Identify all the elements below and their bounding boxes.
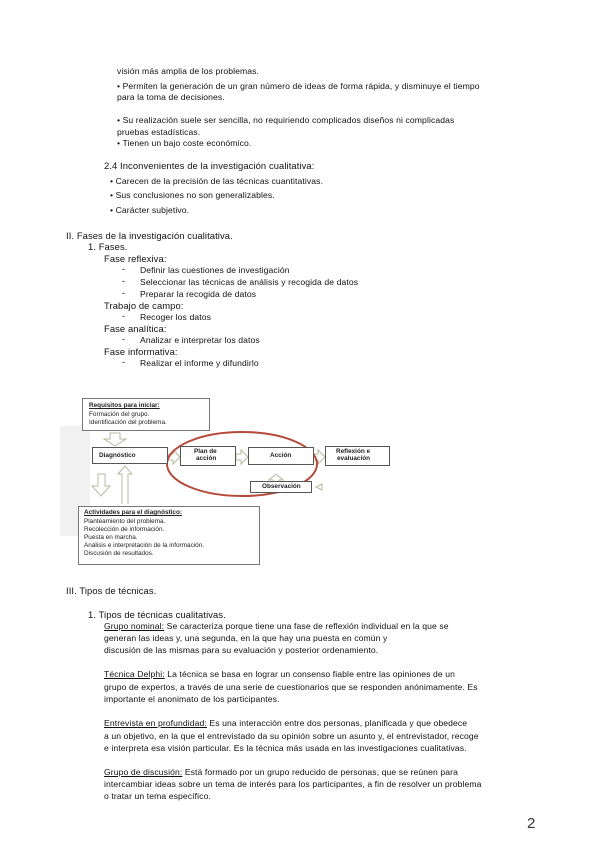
phase-step: Definir las cuestiones de investigación xyxy=(140,265,290,275)
phase-step: Realizar el informe y difundirlo xyxy=(140,358,259,368)
technique-paragraph xyxy=(104,718,467,728)
arrow-left-icon xyxy=(316,484,322,490)
technique-text: Está formado por un grupo reducido de personas, que se reúnen para xyxy=(182,767,459,777)
reflexion-box xyxy=(325,446,390,466)
arrow-right-icon xyxy=(236,450,248,464)
technique-line: o tratar un tema específico. xyxy=(104,791,211,801)
list-item: • Sus conclusiones no son generalizables. xyxy=(110,190,275,200)
page-number: 2 xyxy=(527,815,536,832)
technique-line: generan las ideas y, una segunda, en la que hay una puesta en común y xyxy=(104,633,388,643)
step-marker: - xyxy=(122,311,125,321)
step-marker: - xyxy=(122,357,125,367)
technique-line: e interpreta esa visión particular. Es la técnica más usada en las investigaciones cualitativas. xyxy=(104,743,467,753)
technique-paragraph xyxy=(104,669,455,679)
section-heading-III: III. Tipos de técnicas. xyxy=(66,585,157,596)
technique-text: Se caracteriza porque tiene una fase de reflexión individual en la que se xyxy=(164,621,449,631)
list-line: para la toma de decisiones. xyxy=(117,92,225,102)
reflexion-label-line1: Reflexión e xyxy=(336,448,371,455)
plan-box xyxy=(180,446,236,466)
section-heading-2-4: 2.4 Inconvenientes de la investigación cualitativa: xyxy=(104,160,315,171)
phase-label: Trabajo de campo: xyxy=(104,300,184,311)
actividades-item: Discusión de resultados. xyxy=(84,550,154,557)
phase-label: Fase reflexiva: xyxy=(104,253,167,264)
list-line: visión más amplia de los problemas. xyxy=(117,66,260,76)
list-line: • Tienen un bajo coste económico. xyxy=(117,138,252,148)
phase-step: Preparar la recogida de datos xyxy=(140,289,257,299)
plan-label-line1: Plan de xyxy=(194,448,217,455)
list-item: • Carácter subjetivo. xyxy=(110,205,190,215)
phase-label: Fase informativa: xyxy=(104,346,178,357)
step-marker: - xyxy=(122,276,125,286)
arrow-right-icon xyxy=(168,450,180,464)
technique-paragraph xyxy=(104,621,449,631)
requisitos-title: Requisitos para iniciar: xyxy=(89,402,160,409)
technique-paragraph xyxy=(104,767,458,777)
technique-line: intercambiar ideas sobre un tema de interés para los participantes, a fin de resolver un problema xyxy=(104,779,482,789)
list-line: • Su realización suele ser sencilla, no requiriendo complicados diseños ni complicadas xyxy=(117,115,455,125)
technique-text: Es una interacción entre dos personas, planificada y que obedece xyxy=(206,718,468,728)
phase-label: Fase analítica: xyxy=(104,323,167,334)
actividades-item: Planteamiento del problema. xyxy=(84,518,166,525)
technique-term: Grupo nominal: xyxy=(104,621,165,631)
numbered-item: 1. Fases. xyxy=(88,241,128,252)
accion-box xyxy=(248,447,314,465)
requisitos-box xyxy=(82,398,210,431)
action-research-diagram xyxy=(60,386,400,571)
technique-term: Entrevista en profundidad: xyxy=(104,718,207,728)
technique-line: importante el anonimato de los participantes. xyxy=(104,694,280,704)
arrow-up-icon xyxy=(118,466,132,504)
step-marker: - xyxy=(122,264,125,274)
step-marker: - xyxy=(122,288,125,298)
diagnostico-label: Diagnóstico xyxy=(99,452,136,459)
list-line: pruebas estadísticas. xyxy=(117,127,201,137)
arrow-down-icon xyxy=(92,474,110,496)
phase-step: Seleccionar las técnicas de análisis y recogida de datos xyxy=(140,277,359,287)
list-line: • Permiten la generación de un gran número de ideas de forma rápida, y disminuye el tiempo xyxy=(117,81,480,91)
requisitos-item: Identificación del problema. xyxy=(89,419,167,426)
phase-step: Analizar e interpretar los datos xyxy=(140,335,260,345)
actividades-item: Análisis e interpretación de la información. xyxy=(84,542,205,549)
plan-label-line2: acción xyxy=(196,455,217,462)
observacion-label: Observación xyxy=(262,483,301,490)
observacion-box xyxy=(250,481,312,493)
technique-term: Técnica Delphi: xyxy=(104,669,165,679)
technique-line: a un objetivo, en la que el entrevistado da su opinión sobre un asunto y, el entrevistador, recoge xyxy=(104,731,479,741)
section-heading-II: II. Fases de la investigación cualitativa. xyxy=(66,230,233,241)
technique-line: grupo de expertos, a través de una serie de cuestionarios que se responden anónimamente. Es xyxy=(104,682,478,692)
phase-step: Recoger los datos xyxy=(140,312,211,322)
reflexion-label-line2: evaluación xyxy=(337,455,371,462)
step-marker: - xyxy=(122,334,125,344)
numbered-item: 1. Tipos de técnicas cualitativas. xyxy=(88,609,226,620)
technique-term: Grupo de discusión: xyxy=(104,767,183,777)
technique-text: La técnica se basa en lograr un consenso fiable entre las opiniones de un xyxy=(164,669,455,679)
technique-line: discusión de las mismas para su evaluación y posterior ordenamiento. xyxy=(104,645,379,655)
actividades-title: Actividades para el diagnóstico: xyxy=(84,509,183,516)
arrow-down-icon xyxy=(104,433,126,446)
requisitos-item: Formación del grupo. xyxy=(89,411,150,418)
actividades-box xyxy=(78,506,260,565)
diagnostico-box xyxy=(92,447,168,464)
accion-label: Acción xyxy=(270,452,292,459)
list-item: • Carecen de la precisión de las técnicas cuantitativas. xyxy=(110,176,324,186)
actividades-item: Recolección de información. xyxy=(84,526,165,533)
actividades-item: Puesta en marcha. xyxy=(84,534,138,541)
